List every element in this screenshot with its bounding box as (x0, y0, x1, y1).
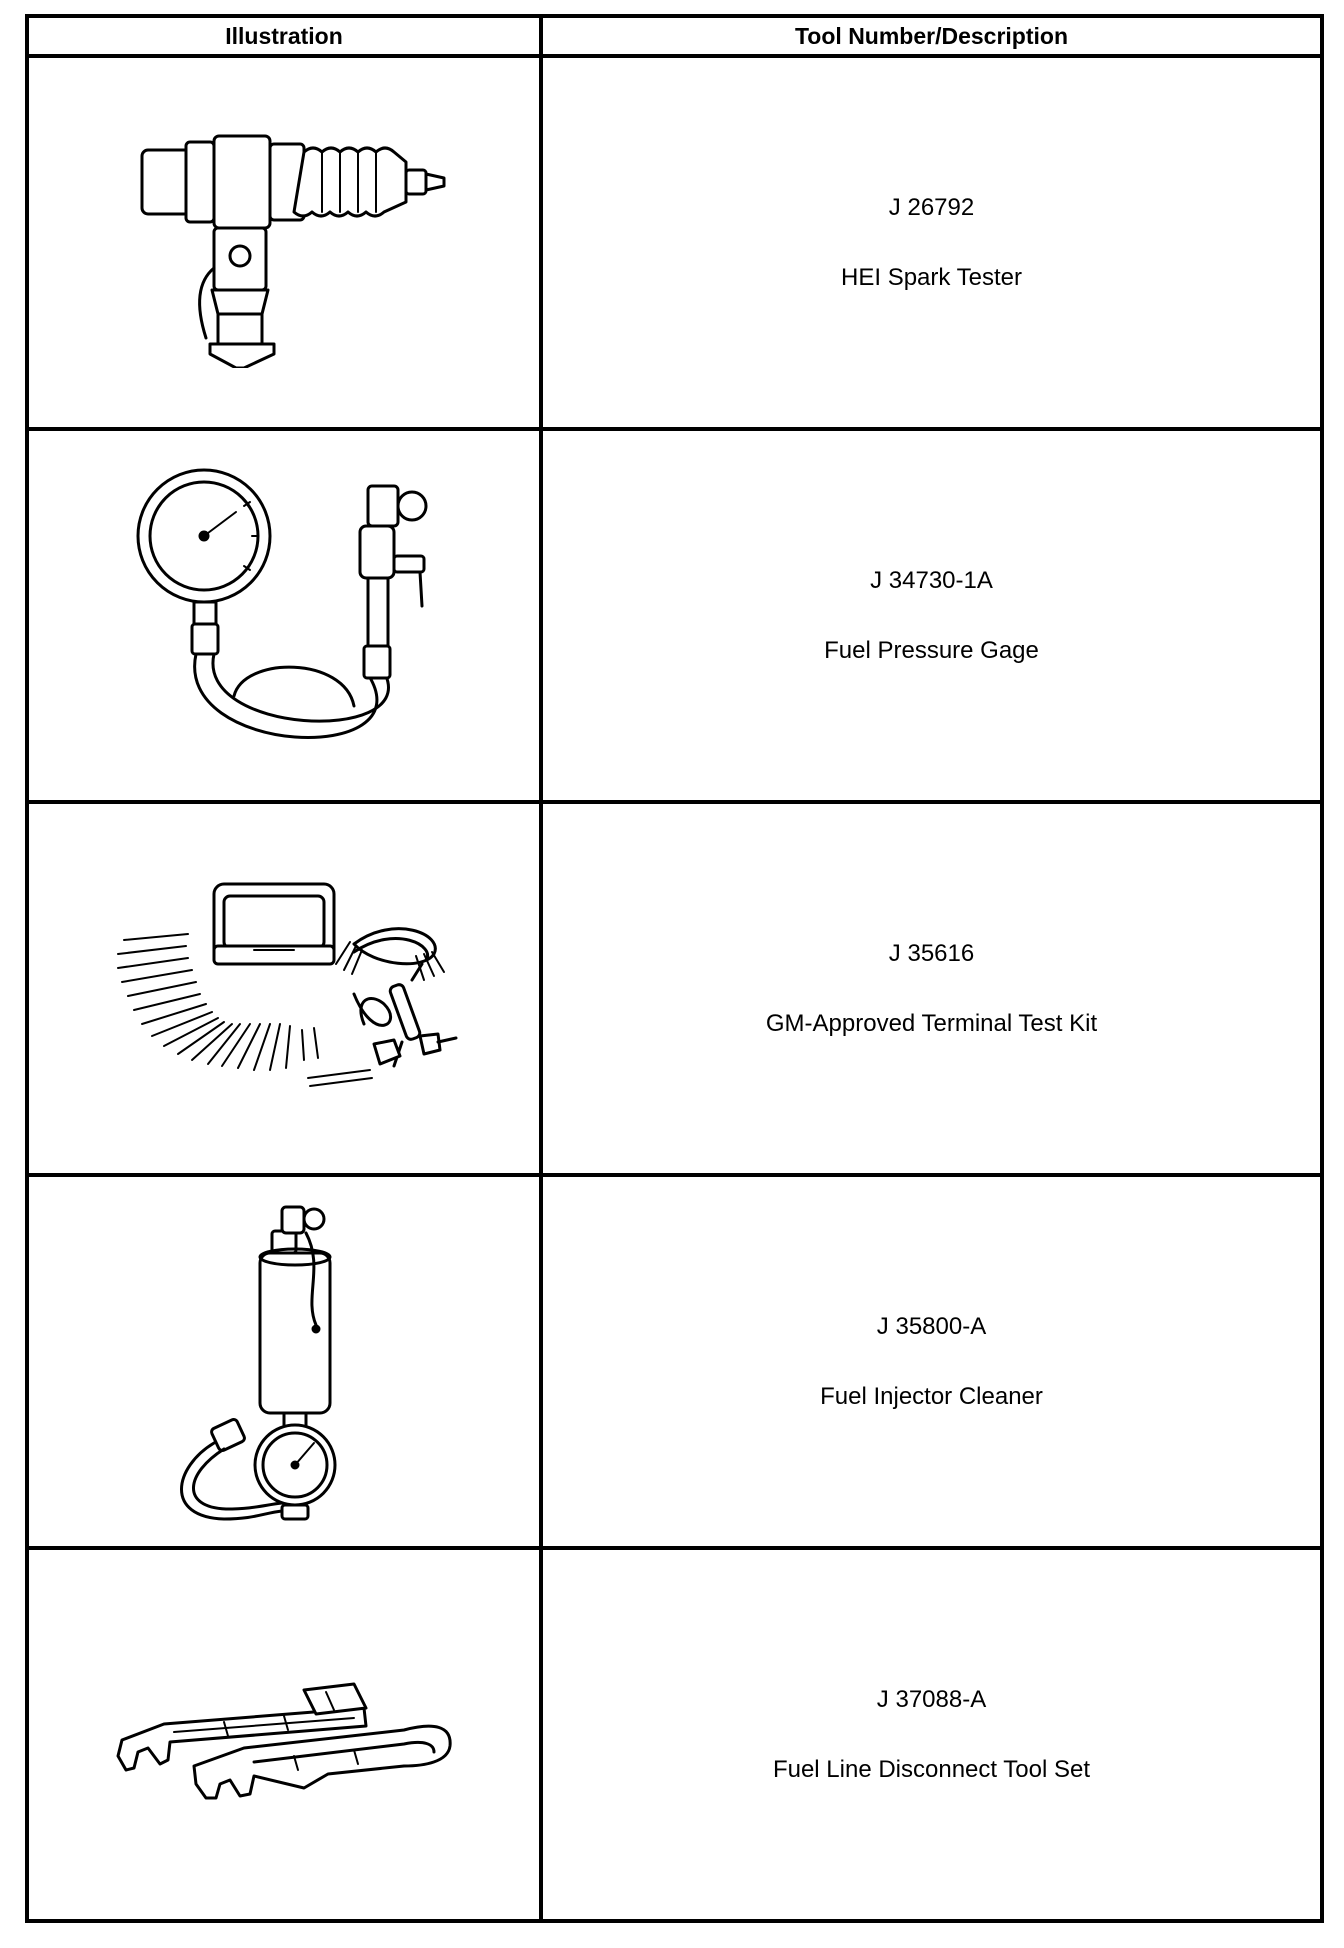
table-row (27, 1548, 1322, 1921)
illustration-cell (27, 429, 541, 802)
fuel-pressure-gage-icon (124, 466, 444, 766)
description-cell (541, 1175, 1322, 1548)
header-tool-description: Tool Number/Description (541, 16, 1322, 56)
tool-number: J 35616 (888, 939, 975, 967)
description-cell (541, 1548, 1322, 1921)
tool-table (25, 14, 1324, 1923)
spark-tester-icon (114, 118, 454, 368)
fuel-injector-cleaner-icon (154, 1197, 414, 1527)
tool-description: HEI Spark Tester (841, 263, 1022, 291)
tool-description: Fuel Injector Cleaner (820, 1382, 1043, 1410)
tool-number: J 34730-1A (870, 566, 993, 594)
description-cell (541, 802, 1322, 1175)
table-row (27, 429, 1322, 802)
table-row (27, 1175, 1322, 1548)
illustration-cell (27, 56, 541, 429)
fuel-line-disconnect-tool-icon (104, 1670, 464, 1800)
illustration-cell (27, 802, 541, 1175)
terminal-test-kit-icon (104, 874, 464, 1104)
description-cell (541, 56, 1322, 429)
tool-number: J 37088-A (876, 1685, 987, 1713)
tool-description: Fuel Line Disconnect Tool Set (772, 1755, 1091, 1783)
header-illustration: Illustration (27, 16, 541, 56)
tool-number: J 26792 (888, 193, 975, 221)
description-cell (541, 429, 1322, 802)
illustration-cell (27, 1548, 541, 1921)
header-row (27, 16, 1322, 56)
table-row (27, 802, 1322, 1175)
tool-number: J 35800-A (876, 1312, 987, 1340)
tool-description: Fuel Pressure Gage (824, 636, 1039, 664)
tool-description: GM-Approved Terminal Test Kit (765, 1009, 1098, 1037)
table-row (27, 56, 1322, 429)
illustration-cell (27, 1175, 541, 1548)
